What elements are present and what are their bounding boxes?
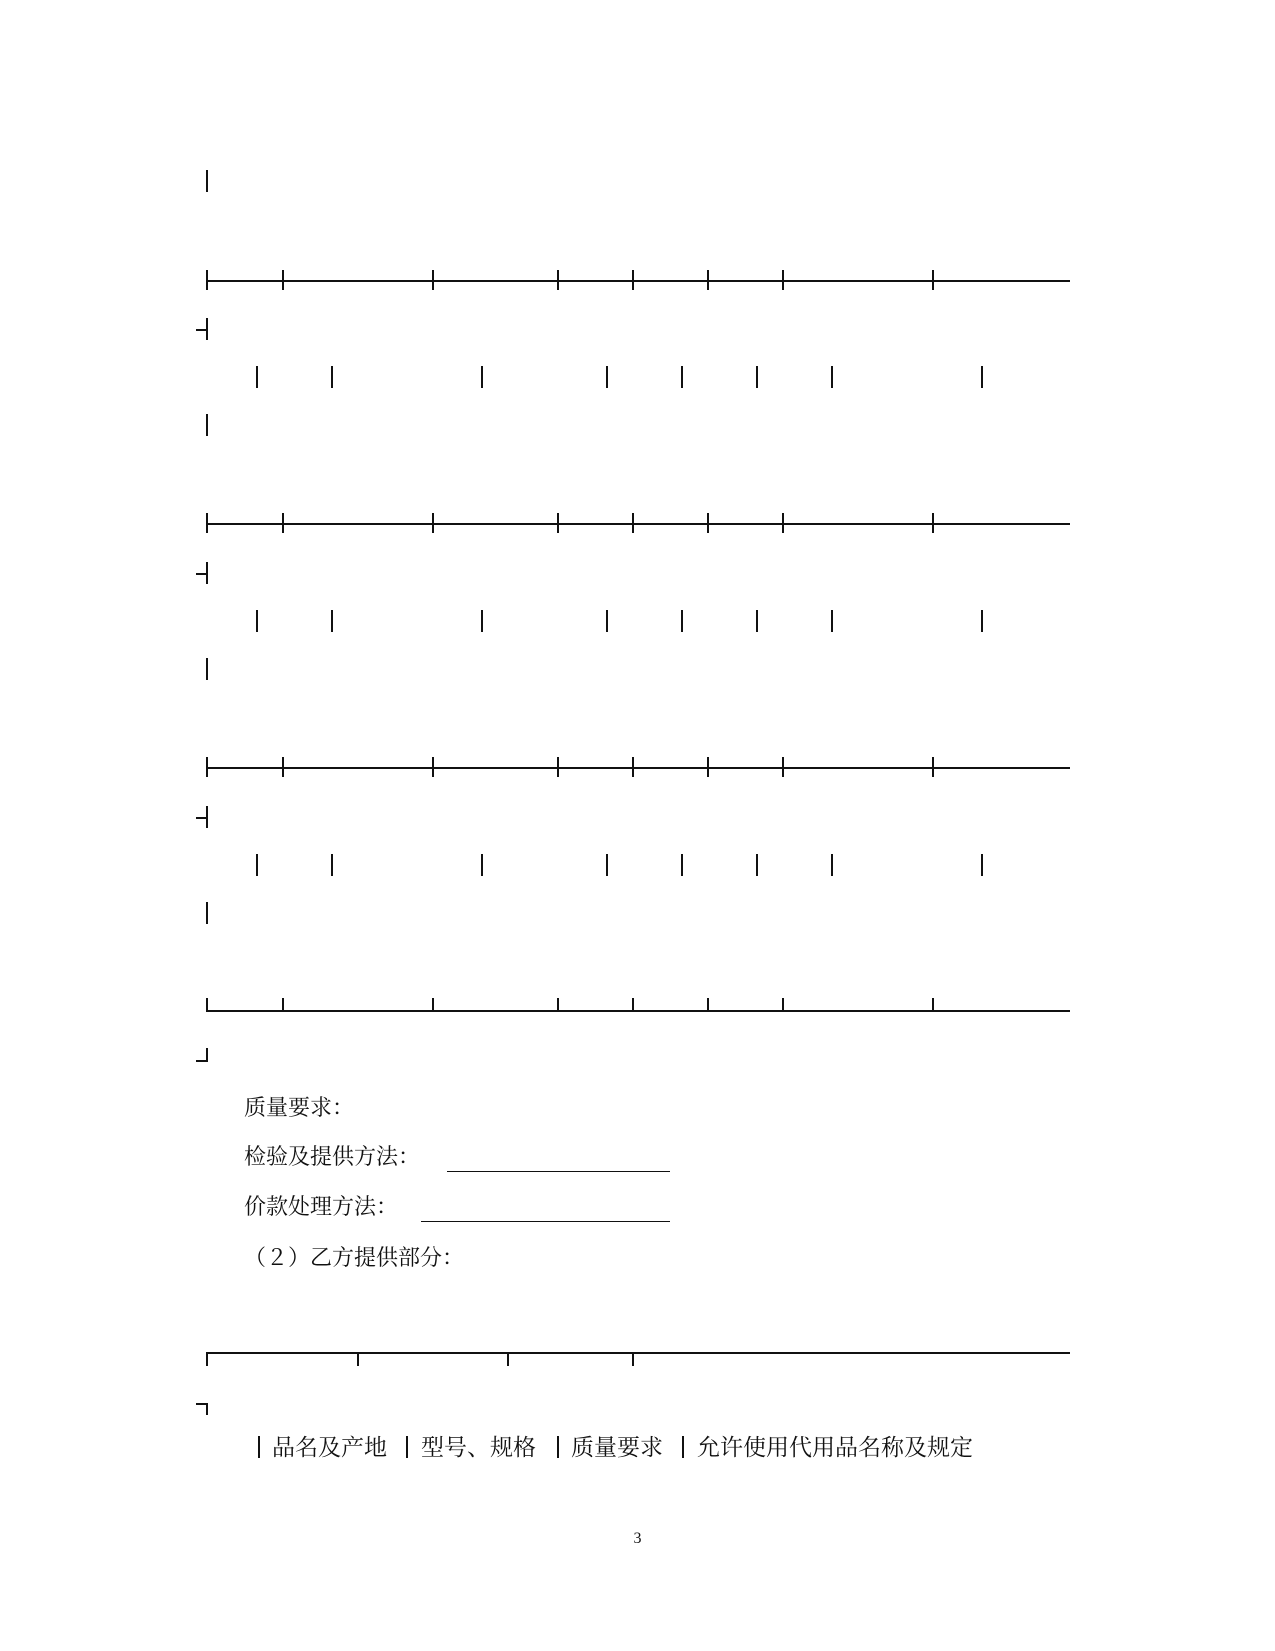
table-column-tick xyxy=(432,998,434,1012)
table-row-divider xyxy=(206,767,1070,769)
table-left-border xyxy=(206,414,208,436)
table-column-tick xyxy=(782,270,784,290)
table-column-tick xyxy=(206,757,208,777)
table-column-tick xyxy=(632,1352,634,1366)
table-cell-divider xyxy=(981,854,983,876)
table-column-tick xyxy=(782,513,784,533)
table-corner-mark xyxy=(206,318,208,340)
table-cell-divider xyxy=(256,366,258,388)
table-column-tick xyxy=(206,270,208,290)
table-cell-divider xyxy=(331,366,333,388)
table-cell-divider xyxy=(331,854,333,876)
table-column-tick xyxy=(932,270,934,290)
table-cell-divider xyxy=(606,610,608,632)
table-column-tick xyxy=(557,270,559,290)
table-cell-divider xyxy=(981,366,983,388)
table-cell-divider xyxy=(682,1436,684,1458)
quality-requirement-label: 质量要求： xyxy=(244,1096,355,1121)
table-corner-mark xyxy=(206,806,208,828)
party-b-table-top-border xyxy=(206,1352,1070,1354)
table-column-tick xyxy=(357,1352,359,1366)
table-cell-divider xyxy=(258,1436,260,1458)
table-column-tick xyxy=(206,1352,208,1366)
column-header-model-spec: 型号、规格 xyxy=(421,1435,536,1461)
column-header-quality: 质量要求 xyxy=(571,1435,663,1461)
table-corner-mark xyxy=(206,1403,208,1415)
section-heading-party-b: （２）乙方提供部分： xyxy=(244,1246,465,1271)
table-cell-divider xyxy=(331,610,333,632)
table-column-tick xyxy=(557,513,559,533)
table-cell-divider xyxy=(481,610,483,632)
table-column-tick xyxy=(782,757,784,777)
table-cell-divider xyxy=(481,366,483,388)
payment-method-label: 价款处理方法： xyxy=(244,1195,399,1220)
table-left-border xyxy=(206,902,208,924)
table-cell-divider xyxy=(681,366,683,388)
table-column-tick xyxy=(932,998,934,1012)
table-bottom-border xyxy=(206,1010,1070,1012)
table-cell-divider xyxy=(606,854,608,876)
table-column-tick xyxy=(707,757,709,777)
table-column-tick xyxy=(206,998,208,1012)
column-header-product-origin: 品名及产地 xyxy=(272,1435,387,1461)
page-number: 3 xyxy=(633,1530,642,1547)
table-column-tick xyxy=(707,270,709,290)
table-column-tick xyxy=(507,1352,509,1366)
table-column-tick xyxy=(282,757,284,777)
table-column-tick xyxy=(557,998,559,1012)
table-column-tick xyxy=(707,998,709,1012)
table-column-tick xyxy=(632,998,634,1012)
table-column-tick xyxy=(707,513,709,533)
table-corner-mark xyxy=(206,1048,208,1062)
table-cell-divider xyxy=(681,610,683,632)
inspection-method-label: 检验及提供方法： xyxy=(244,1145,421,1170)
inspection-method-field[interactable] xyxy=(447,1171,670,1172)
table-cell-divider xyxy=(256,854,258,876)
table-column-tick xyxy=(432,270,434,290)
table-left-border xyxy=(206,170,208,192)
table-column-tick xyxy=(282,998,284,1012)
table-column-tick xyxy=(557,757,559,777)
table-cell-divider xyxy=(756,854,758,876)
table-column-tick xyxy=(432,513,434,533)
table-cell-divider xyxy=(681,854,683,876)
table-column-tick xyxy=(632,757,634,777)
table-column-tick xyxy=(932,757,934,777)
table-column-tick xyxy=(282,513,284,533)
column-header-substitute: 允许使用代用品名称及规定 xyxy=(697,1435,973,1461)
table-column-tick xyxy=(432,757,434,777)
table-column-tick xyxy=(282,270,284,290)
table-cell-divider xyxy=(481,854,483,876)
table-column-tick xyxy=(932,513,934,533)
table-cell-divider xyxy=(256,610,258,632)
table-column-tick xyxy=(206,513,208,533)
table-cell-divider xyxy=(756,610,758,632)
table-cell-divider xyxy=(557,1436,559,1458)
payment-method-field[interactable] xyxy=(421,1221,670,1222)
table-corner-mark xyxy=(206,562,208,584)
table-cell-divider xyxy=(831,366,833,388)
table-column-tick xyxy=(632,270,634,290)
table-column-tick xyxy=(632,513,634,533)
table-row-divider xyxy=(206,523,1070,525)
table-cell-divider xyxy=(831,610,833,632)
table-cell-divider xyxy=(406,1436,408,1458)
table-cell-divider xyxy=(831,854,833,876)
table-cell-divider xyxy=(606,366,608,388)
table-cell-divider xyxy=(756,366,758,388)
table-cell-divider xyxy=(981,610,983,632)
table-row-divider xyxy=(206,280,1070,282)
table-column-tick xyxy=(782,998,784,1012)
table-left-border xyxy=(206,658,208,680)
